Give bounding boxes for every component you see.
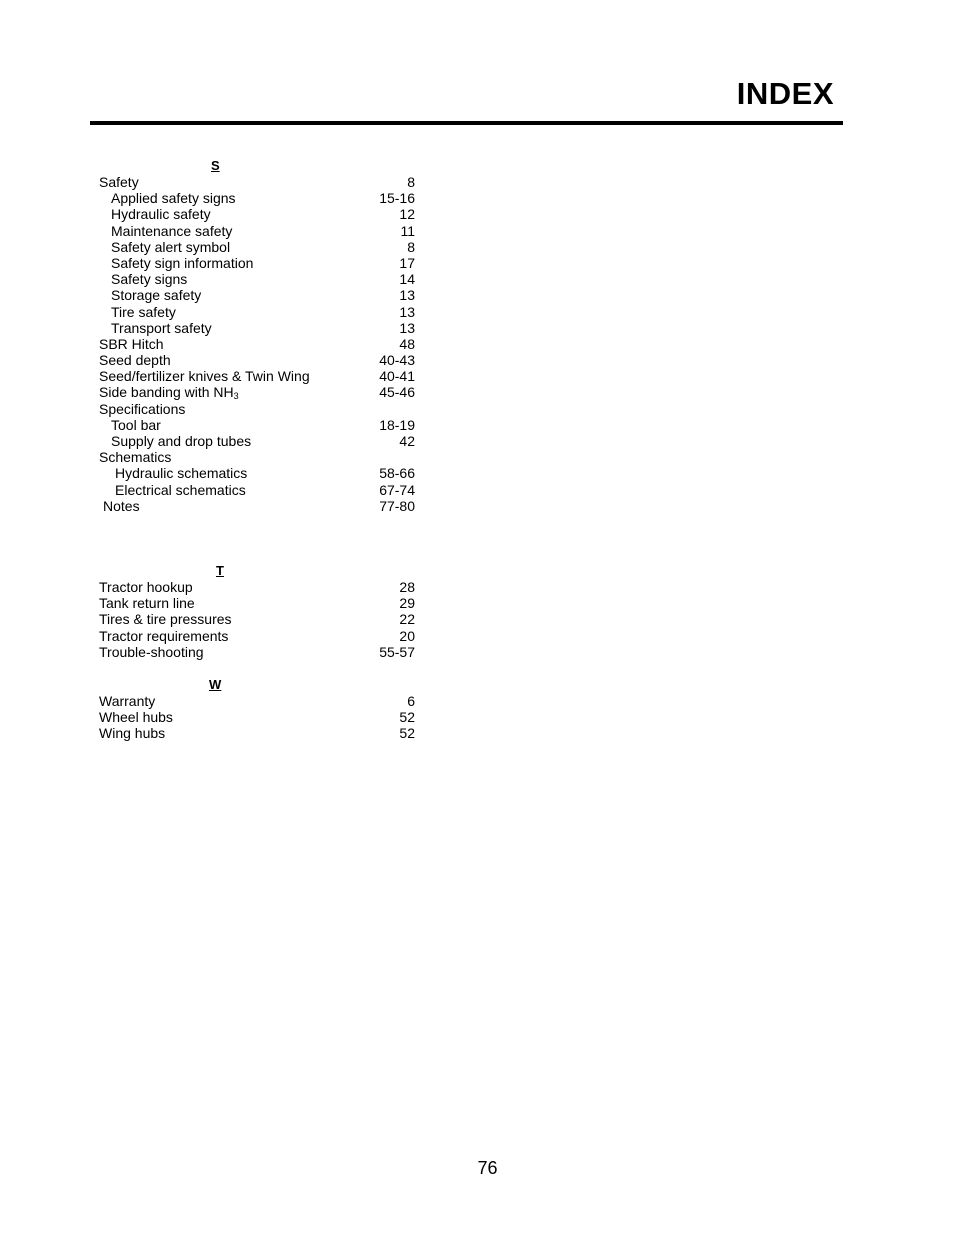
index-term: Tire safety: [111, 303, 176, 320]
index-term: Specifications: [99, 400, 186, 417]
index-entry: [99, 206, 417, 222]
index-page-ref: 77-80: [379, 497, 415, 514]
index-term: Storage safety: [111, 287, 202, 304]
index-entry: [99, 579, 417, 595]
index-page-ref: 42: [399, 433, 415, 449]
index-term: Warranty: [99, 692, 156, 709]
index-entry: [99, 239, 417, 255]
index-term: Seed/fertilizer knives & Twin Wing: [99, 368, 310, 385]
index-entry: [99, 255, 417, 271]
index-column: [99, 157, 417, 741]
header-rule: [90, 121, 843, 125]
index-term: Electrical schematics: [115, 481, 246, 498]
index-entry: [99, 336, 417, 352]
index-page-ref: 28: [399, 578, 415, 595]
index-entry: [99, 644, 417, 660]
index-entry: [99, 320, 417, 336]
index-page-ref: 40-43: [379, 352, 415, 369]
index-entry: [99, 628, 417, 644]
index-term: Tank return line: [99, 595, 195, 612]
index-page-ref: 6: [407, 692, 415, 709]
index-entry: [99, 465, 417, 481]
index-section-s: [99, 157, 417, 514]
index-section-w: [99, 676, 417, 742]
index-entry: [99, 595, 417, 611]
index-page-ref: 17: [399, 254, 415, 271]
index-entry: [99, 174, 417, 190]
index-page-ref: 14: [399, 271, 415, 288]
index-entry: [99, 287, 417, 303]
index-term: Tires & tire pressures: [99, 611, 232, 628]
index-page-ref: 12: [399, 206, 415, 223]
index-page-ref: 13: [399, 303, 415, 320]
index-entry: [99, 449, 417, 465]
index-entry: [99, 709, 417, 725]
index-page-ref: 11: [400, 222, 415, 239]
index-term: Applied safety signs: [111, 190, 236, 207]
index-page-ref: 55-57: [379, 643, 415, 660]
index-page-ref: 29: [399, 595, 415, 612]
index-term: Tractor requirements: [99, 627, 229, 644]
index-page-ref: 67-74: [379, 481, 415, 498]
index-page-ref: 8: [407, 238, 415, 255]
index-entry: [99, 417, 417, 433]
index-page-ref: 8: [407, 174, 415, 190]
index-term: Safety sign information: [111, 254, 254, 271]
index-entry: [99, 433, 417, 449]
index-term: Notes: [103, 497, 140, 514]
index-page-ref: 45-46: [379, 384, 415, 401]
subscript: 3: [233, 391, 239, 402]
index-entry: [99, 368, 417, 384]
index-entry: [99, 611, 417, 627]
index-term: Tool bar: [111, 416, 161, 433]
index-page-ref: 13: [399, 319, 415, 336]
index-page-ref: 52: [399, 709, 415, 726]
index-section-t: [99, 562, 417, 660]
index-term: Transport safety: [111, 319, 212, 336]
section-letter: W: [209, 676, 222, 692]
index-entry: [99, 304, 417, 320]
index-entry: [99, 271, 417, 287]
index-page-ref: 18-19: [379, 416, 415, 433]
index-term: Trouble-shooting: [99, 643, 204, 660]
index-term: Seed depth: [99, 352, 171, 369]
index-page-ref: 48: [399, 335, 415, 352]
index-entry: [99, 352, 417, 368]
index-term: Schematics: [99, 449, 172, 466]
index-entry: [99, 223, 417, 239]
index-entry: [99, 482, 417, 498]
index-term: Wheel hubs: [99, 709, 173, 726]
index-entry: [99, 401, 417, 417]
index-term: Supply and drop tubes: [111, 433, 252, 449]
index-term: Safety signs: [111, 271, 188, 288]
index-page-ref: 40-41: [379, 368, 415, 385]
index-entry: [99, 384, 417, 400]
page-title: INDEX: [736, 76, 834, 111]
index-term: Hydraulic safety: [111, 206, 211, 223]
index-term: SBR Hitch: [99, 335, 164, 352]
index-page-ref: 58-66: [379, 465, 415, 482]
page-number: 76: [477, 1158, 498, 1178]
index-page-ref: 15-16: [379, 190, 415, 207]
section-letter: S: [211, 158, 220, 173]
index-entry: [99, 725, 417, 741]
index-page-ref: 13: [399, 287, 415, 304]
index-term: Maintenance safety: [111, 222, 233, 239]
index-term: Safety: [99, 174, 139, 190]
index-page-ref: 20: [399, 627, 415, 644]
section-letter: T: [216, 562, 224, 578]
index-page-ref: 52: [399, 725, 415, 742]
index-term: Side banding with $NH_3$: [99, 384, 239, 402]
index-term: Wing hubs: [99, 725, 166, 742]
index-entry: [99, 693, 417, 709]
index-term: Hydraulic schematics: [115, 465, 248, 482]
index-entry: [99, 498, 417, 514]
index-term: Safety alert symbol: [111, 238, 231, 255]
index-term: Tractor hookup: [99, 578, 193, 595]
index-page-ref: 22: [399, 611, 415, 628]
index-entry: [99, 190, 417, 206]
